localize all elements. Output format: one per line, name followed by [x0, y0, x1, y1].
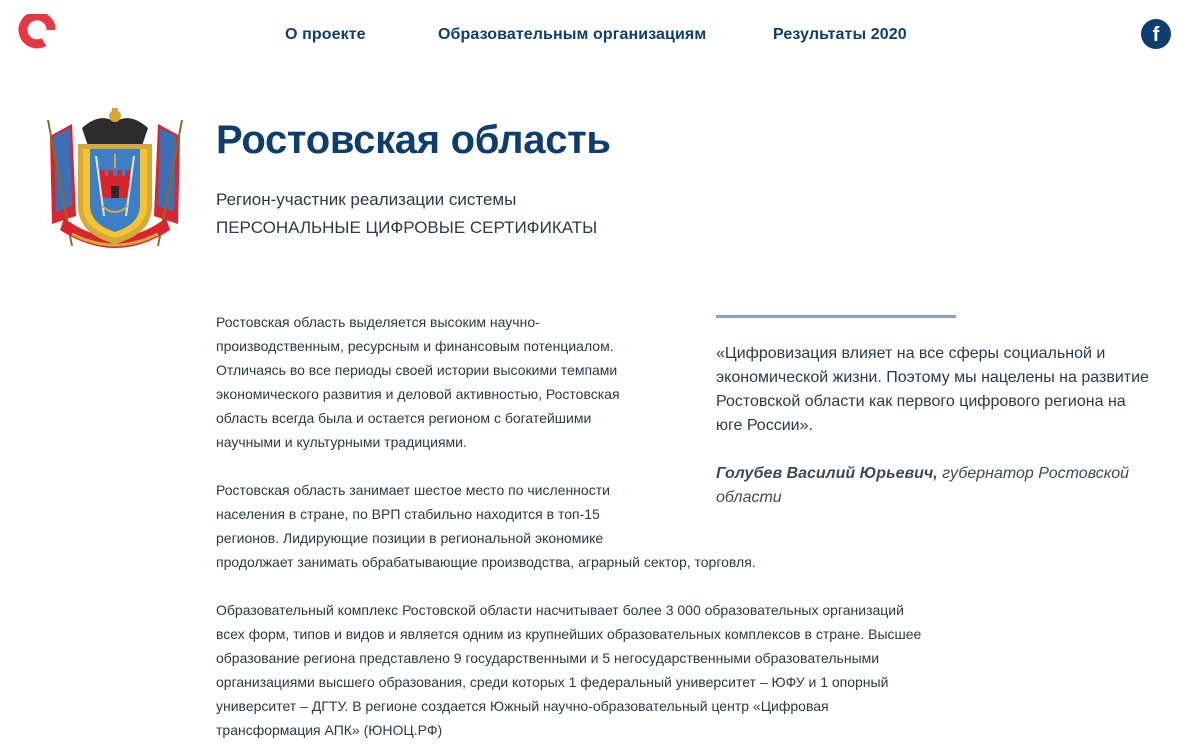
page-subtitle	[216, 186, 597, 242]
governor-quote	[716, 342, 1149, 438]
text-line: продолжает занимать обрабатывающие производства, аграрный сектор, торговля.	[216, 554, 756, 570]
quote-line: экономической жизни. Поэтому мы нацелены на развитие	[716, 369, 1149, 386]
text-line: Ростовская область выделяется высоким научно-	[216, 314, 540, 330]
main-nav	[0, 26, 1200, 46]
text-line: область всегда была и остается регионом с богатейшими	[216, 410, 592, 426]
page-title: Ростовская область	[216, 118, 611, 162]
quote-line: «Цифровизация влияет на все сферы социальной и	[716, 345, 1106, 362]
text-line: трансформация АПК» (ЮНОЦ.РФ)	[216, 722, 443, 738]
text-line: Ростовская область занимает шестое место по численности	[216, 482, 610, 498]
text-line: регионов. Лидирующие позиции в региональной экономике	[216, 530, 604, 546]
nav-about[interactable]: О проекте	[285, 26, 366, 43]
text-line: экономического развития и деловой активностью, Ростовская	[216, 386, 620, 402]
quote-author	[716, 462, 1129, 510]
text-line: производственным, ресурсным и финансовым потенциалом.	[216, 338, 614, 354]
rostov-coat-of-arms-icon	[42, 106, 188, 262]
facebook-icon[interactable]	[1141, 19, 1171, 49]
text-line: научными и культурными традициями.	[216, 434, 467, 450]
paragraph-economy	[216, 478, 756, 574]
quote-line: Ростовской области как первого цифрового региона на	[716, 393, 1126, 410]
author-name: Голубев Василий Юрьевич,	[716, 465, 938, 482]
nav-results-2020[interactable]: Результаты 2020	[773, 26, 907, 43]
subtitle-line: Регион-участник реализации системы	[216, 190, 517, 209]
paragraph-intro	[216, 310, 620, 454]
text-line: образование региона представлено 9 государственными и 5 негосударственными образовательными	[216, 650, 880, 666]
text-line: всех форм, типов и видов и является одним из крупнейших образовательных комплексов в стране. Высшее	[216, 626, 922, 642]
author-role: губернатор Ростовской	[937, 465, 1130, 482]
quote-line: юге России».	[716, 417, 813, 434]
quote-divider	[716, 315, 956, 318]
nav-organizations[interactable]: Образовательным организациям	[438, 26, 707, 43]
text-line: Образовательный комплекс Ростовской области насчитывает более 3 000 образовательных организаций	[216, 602, 904, 618]
subtitle-line: ПЕРСОНАЛЬНЫЕ ЦИФРОВЫЕ СЕРТИФИКАТЫ	[216, 218, 598, 237]
author-role-cont: области	[716, 489, 782, 506]
text-line: организациями высшего образования, среди которых 1 федеральный университет – ЮФУ и 1 опорный	[216, 674, 889, 690]
facebook-glyph: f	[1152, 24, 1160, 46]
text-line: университет – ДГТУ. В регионе создается Южный научно-образовательный центр «Цифровая	[216, 698, 829, 714]
text-line: населения в стране, по ВРП стабильно находится в топ-15	[216, 506, 600, 522]
paragraph-education	[216, 598, 921, 742]
text-line: Отличаясь во все периоды своей истории высокими темпами	[216, 362, 618, 378]
